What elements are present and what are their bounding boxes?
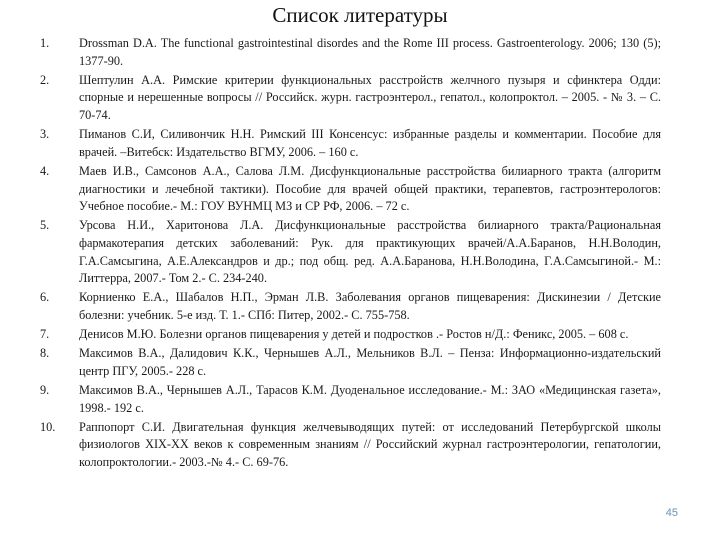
page-title: Список литературы bbox=[272, 3, 448, 27]
reference-number: 2. bbox=[40, 72, 50, 87]
reference-number: 1. bbox=[40, 36, 50, 50]
reference-text: Урсова Н.И., Харитонова Л.А. Дисфункциональные расстройства билиарного тракта/Рациональная фармакотерапия детских заболеваний: Рук. для практикующих врачей/А.А.Баранов, Н.Н.Володин, Г.А.Самсыгина, А.Е.Александров и др.; под общ. ред. А.А.Баранова, Н.Н.Володина, Г.А.Самсыгиной.- М.: Литтерра, 2007.- Том 2.- С. 234-240. bbox=[79, 218, 661, 286]
reference-item-10 bbox=[0, 419, 720, 472]
reference-number: 3. bbox=[40, 127, 50, 142]
reference-text: Шептулин А.А. Римские критерии функциональных расстройств желчного пузыря и сфинктера Одди: спорные и нерешенные вопросы // Российск. журн. гастроэнтерол., гепатол., колопроктол. – 2005. - № 3. – С. 70-74. bbox=[79, 72, 661, 122]
reference-item-1 bbox=[0, 35, 720, 70]
reference-number: 10. bbox=[40, 419, 56, 434]
reference-text: Максимов В.А., Далидович К.К., Чернышев А.Л., Мельников В.Л. – Пенза: Информационно-издательский центр ПГУ, 2005.- 228 с. bbox=[79, 346, 661, 378]
reference-number: 5. bbox=[40, 218, 50, 233]
reference-item-5 bbox=[0, 217, 720, 287]
reference-item-9 bbox=[0, 382, 720, 417]
reference-number: 9. bbox=[40, 383, 50, 398]
reference-number: 6. bbox=[40, 290, 50, 305]
reference-text: Денисов М.Ю. Болезни органов пищеварения у детей и подростков .- Ростов н/Д.: Феникс, 2005. – 608 с. bbox=[79, 327, 629, 342]
reference-text: Маев И.В., Самсонов А.А., Салова Л.М. Дисфункциональные расстройства билиарного тракта (алгоритм диагностики и лечебной тактики). Пособие для врачей общей практики, терапевтов, гастроэнтерологов: Учебное пособие.- М.: ГОУ ВУНМЦ МЗ и СР РФ, 2006. – 72 с. bbox=[79, 163, 661, 214]
reference-item-3 bbox=[0, 126, 720, 161]
page-number: 45 bbox=[665, 507, 678, 519]
reference-item-4 bbox=[0, 163, 720, 216]
reference-number: 8. bbox=[40, 346, 50, 361]
reference-number: 7. bbox=[40, 327, 50, 342]
reference-text: Максимов В.А., Чернышев А.Л., Тарасов К.М. Дуоденальное исследование.- М.: ЗАО «Медицинская газета», 1998.- 192 с. bbox=[79, 383, 661, 415]
reference-text: Корниенко Е.А., Шабалов Н.П., Эрман Л.В. Заболевания органов пищеварения: Дискинезии / Детские болезни: учебник. 5-е изд. Т. 1.- СПб: Питер, 2002.- С. 755-758. bbox=[79, 290, 661, 322]
reference-item-6 bbox=[0, 289, 720, 324]
reference-number: 4. bbox=[40, 163, 50, 178]
reference-text: Раппопорт С.И. Двигательная функция желчевыводящих путей: от исследований Петербургской школы физиологов XIX-XX веков к современным знаниям // Российский журнал гастроэнтерологии, гепатологии, колопроктологии.- 2003.-№ 4.- С. 69-76. bbox=[79, 419, 661, 469]
reference-item-7 bbox=[0, 326, 720, 344]
reference-item-2 bbox=[0, 72, 720, 125]
reference-item-8 bbox=[0, 345, 720, 380]
reference-text: Drossman D.A. The functional gastrointestinal disordes and the Rome III process. Gastroenterology. 2006; 130 (5); 1377-90. bbox=[79, 36, 661, 68]
reference-list bbox=[0, 35, 720, 473]
reference-text: Пиманов С.И, Силивончик Н.Н. Римский III Консенсус: избранные разделы и комментарии. Пособие для врачей. –Витебск: Издательство ВГМУ, 2006. – 160 с. bbox=[79, 127, 661, 159]
